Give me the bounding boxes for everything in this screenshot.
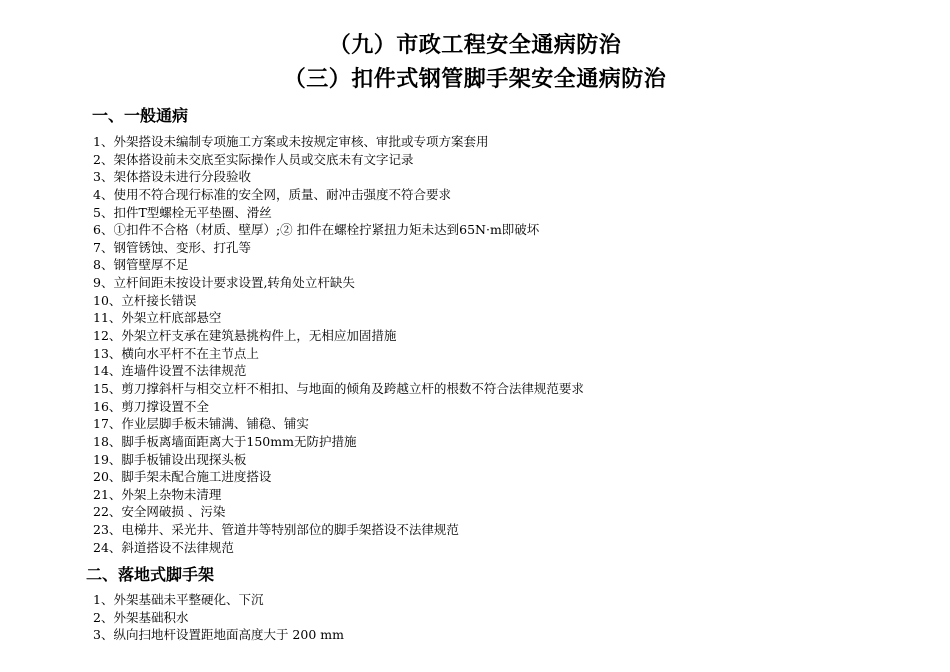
floor-scaffold-defects-list <box>93 591 344 644</box>
list-item: 19、脚手板铺设出现探头板 <box>93 451 247 467</box>
list-item: 13、横向水平杆不在主节点上 <box>93 345 259 361</box>
list-item: 12、外架立杆支承在建筑悬挑构件上，无相应加固措施 <box>93 328 397 344</box>
list-item: 3、架体搭设未进行分段验收 <box>93 169 251 185</box>
list-item: 6、①扣件不合格（材质、壁厚）;② 扣件在螺栓拧紧扭力矩未达到65N·m即破坏 <box>93 222 540 238</box>
general-defects-list <box>93 133 584 556</box>
list-item: 14、连墙件设置不法律规范 <box>93 363 247 379</box>
list-item: 7、钢管锈蚀、变形、打孔等 <box>93 239 251 255</box>
list-item: 1、外架基础未平整硬化、下沉 <box>93 592 264 607</box>
list-item: 5、扣件T型螺栓无平垫圈、滑丝 <box>93 204 272 220</box>
list-item: 3、纵向扫地杆设置距地面高度大于 200 mm <box>93 627 344 643</box>
list-item: 2、外架基础积水 <box>93 609 189 625</box>
list-item: 20、脚手架未配合施工进度搭设 <box>93 469 272 485</box>
list-item: 22、安全网破损 、污染 <box>93 504 226 520</box>
list-item: 17、作业层脚手板未铺满、铺稳、铺实 <box>93 416 309 432</box>
list-item: 4、使用不符合现行标准的安全网，质量、耐冲击强度不符合要求 <box>93 186 451 202</box>
list-item: 15、剪刀撑斜杆与相交立杆不相扣、与地面的倾角及跨越立杆的根数不符合法律规范要求 <box>93 380 584 396</box>
document-subtitle: （三）扣件式钢管脚手架安全通病防治 <box>283 67 667 92</box>
list-item: 16、剪刀撑设置不全 <box>93 398 209 414</box>
list-item: 23、电梯井、采光井、管道井等特别部位的脚手架搭设不法律规范 <box>93 522 459 538</box>
list-item: 9、立杆间距未按设计要求设置,转角处立杆缺失 <box>93 275 355 291</box>
list-item: 8、钢管壁厚不足 <box>93 257 189 273</box>
list-item: 24、斜道搭设不法律规范 <box>93 539 234 555</box>
list-item: 2、架体搭设前未交底至实际操作人员或交底未有文字记录 <box>93 151 414 167</box>
list-item: 1、外架搭设未编制专项施工方案或未按规定审核、审批或专项方案套用 <box>93 134 489 149</box>
list-item: 18、脚手板离墙面距离大于150mm无防护措施 <box>93 433 357 449</box>
section-heading-floor-scaffold: 二、落地式脚手架 <box>86 565 215 584</box>
list-item: 10、立杆接长错误 <box>93 292 197 308</box>
list-item: 21、外架上杂物未清理 <box>93 486 222 502</box>
section-heading-general-defects: 一、一般通病 <box>92 106 189 125</box>
list-item: 11、外架立杆底部悬空 <box>93 310 222 326</box>
document-title: （九）市政工程安全通病防治 <box>328 33 622 58</box>
